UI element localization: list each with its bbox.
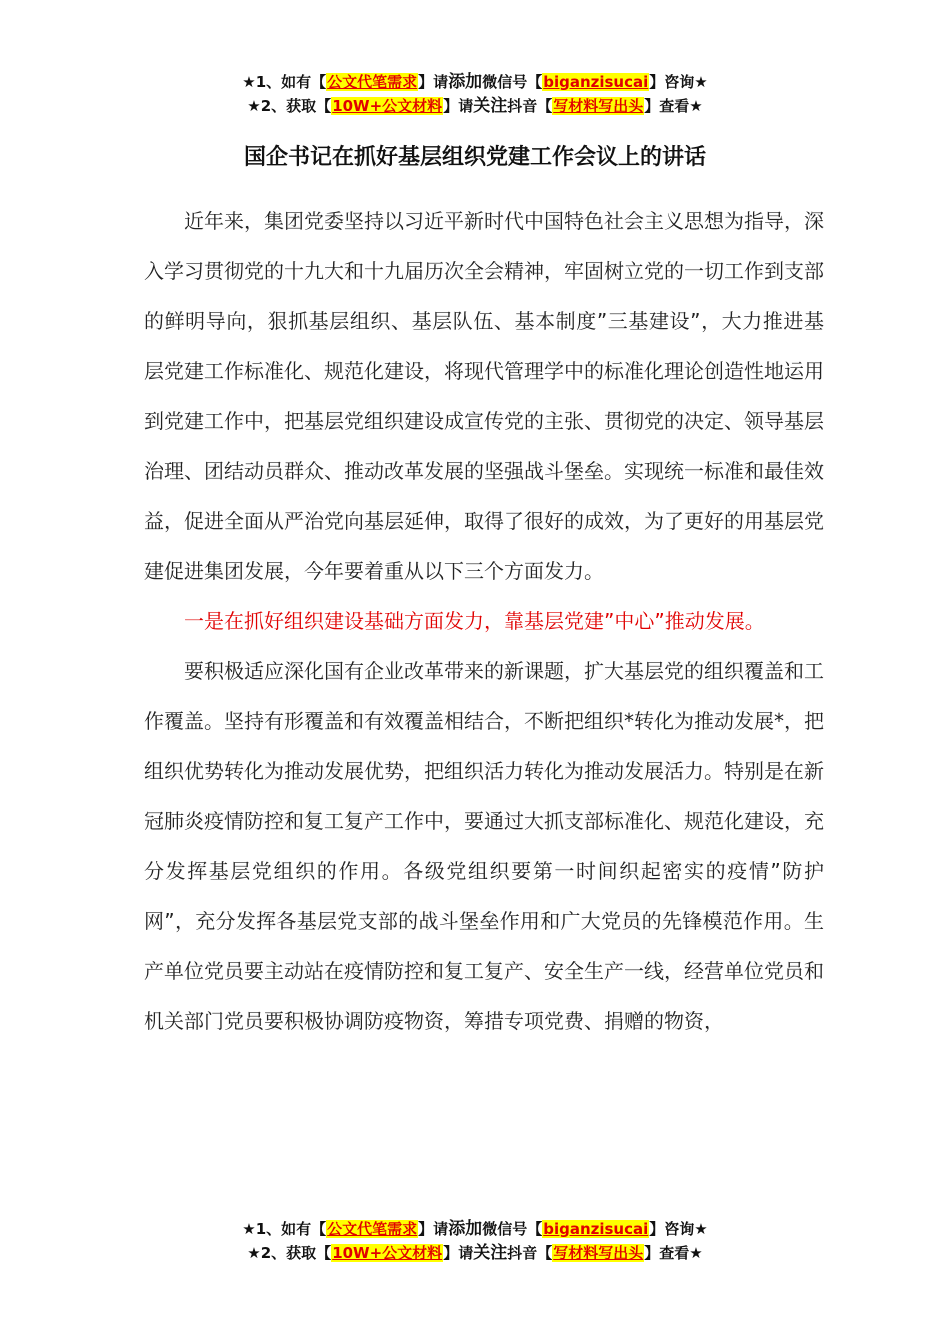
banner-text: 微信号【	[482, 1220, 543, 1238]
banner-text: 】请	[418, 73, 449, 91]
star-icon: ★	[689, 97, 703, 115]
document-title: 国企书记在抓好基层组织党建工作会议上的讲话	[243, 145, 706, 170]
section-heading: 一是在抓好组织建设基础方面发力，靠基层党建”中心”推动发展。	[184, 609, 765, 633]
star-icon: ★	[247, 1244, 261, 1262]
banner-text: 1、如有【	[255, 73, 327, 91]
banner-text: 】查看	[644, 1244, 690, 1262]
star-icon: ★	[694, 73, 708, 91]
banner-line-2	[0, 94, 950, 118]
highlight-service: 公文代笔需求	[327, 73, 418, 91]
highlight-douyin: 写材料写出头	[553, 97, 644, 115]
banner-emphasis: 添加	[448, 1219, 483, 1239]
paragraph: 要积极适应深化国有企业改革带来的新课题，扩大基层党的组织覆盖和工作覆盖。坚持有形覆盖和有效覆盖相结合，不断把组织*转化为推动发展*，把组织优势转化为推动发展优势，把组织活力转化为推动发展活力。特别是在新冠肺炎疫情防控和复工复产工作中，要通过大抓支部标准化、规范化建设，充分发挥基层党组织的作用。各级党组织要第一时间织起密实的疫情”防护网”，充分发挥各基层党支部的战斗堡垒作用和广大党员的先锋模范作用。生产单位党员要主动站在疫情防控和复工复产、安全生产一线，经营单位党员和机关部门党员要积极协调防疫物资，筹措专项党费、捐赠的物资，	[144, 659, 824, 1033]
banner-emphasis: 添加	[448, 72, 483, 92]
star-icon: ★	[242, 1220, 256, 1238]
banner-text: 抖音【	[507, 97, 553, 115]
highlight-wechat-id: biganzisucai	[543, 73, 649, 91]
highlight-materials: 10W+公文材料	[332, 97, 443, 115]
banner-line-2	[0, 1241, 950, 1265]
banner-text: 】咨询	[649, 73, 695, 91]
banner-text: 】查看	[644, 97, 690, 115]
star-icon: ★	[247, 97, 261, 115]
highlight-service: 公文代笔需求	[327, 1220, 418, 1238]
banner-emphasis: 关注	[473, 1243, 508, 1263]
star-icon: ★	[689, 1244, 703, 1262]
paragraph: 近年来，集团党委坚持以习近平新时代中国特色社会主义思想为指导，深入学习贯彻党的十九大和十九届历次全会精神，牢固树立党的一切工作到支部的鲜明导向，狠抓基层组织、基层队伍、基本制度”三基建设”，大力推进基层党建工作标准化、规范化建设，将现代管理学中的标准化理论创造性地运用到党建工作中，把基层党组织建设成宣传党的主张、贯彻党的决定、领导基层治理、团结动员群众、推动改革发展的坚强战斗堡垒。实现统一标准和最佳效益，促进全面从严治党向基层延伸，取得了很好的成效，为了更好的用基层党建促进集团发展，今年要着重从以下三个方面发力。	[144, 209, 824, 583]
bottom-banner	[0, 1217, 950, 1265]
banner-text: 抖音【	[507, 1244, 553, 1262]
banner-text: 】请	[443, 97, 474, 115]
banner-line-1	[0, 70, 950, 94]
banner-text: 】咨询	[649, 1220, 695, 1238]
banner-text: 1、如有【	[255, 1220, 327, 1238]
top-banner	[0, 70, 950, 118]
star-icon: ★	[242, 73, 256, 91]
banner-text: 2、获取【	[260, 1244, 332, 1262]
banner-text: 】请	[443, 1244, 474, 1262]
banner-emphasis: 关注	[473, 96, 508, 116]
highlight-douyin: 写材料写出头	[553, 1244, 644, 1262]
highlight-materials: 10W+公文材料	[332, 1244, 443, 1262]
document-body	[144, 196, 824, 1046]
banner-line-1	[0, 1217, 950, 1241]
banner-text: 2、获取【	[260, 97, 332, 115]
banner-text: 】请	[418, 1220, 449, 1238]
banner-text: 微信号【	[482, 73, 543, 91]
highlight-wechat-id: biganzisucai	[543, 1220, 649, 1238]
star-icon: ★	[694, 1220, 708, 1238]
